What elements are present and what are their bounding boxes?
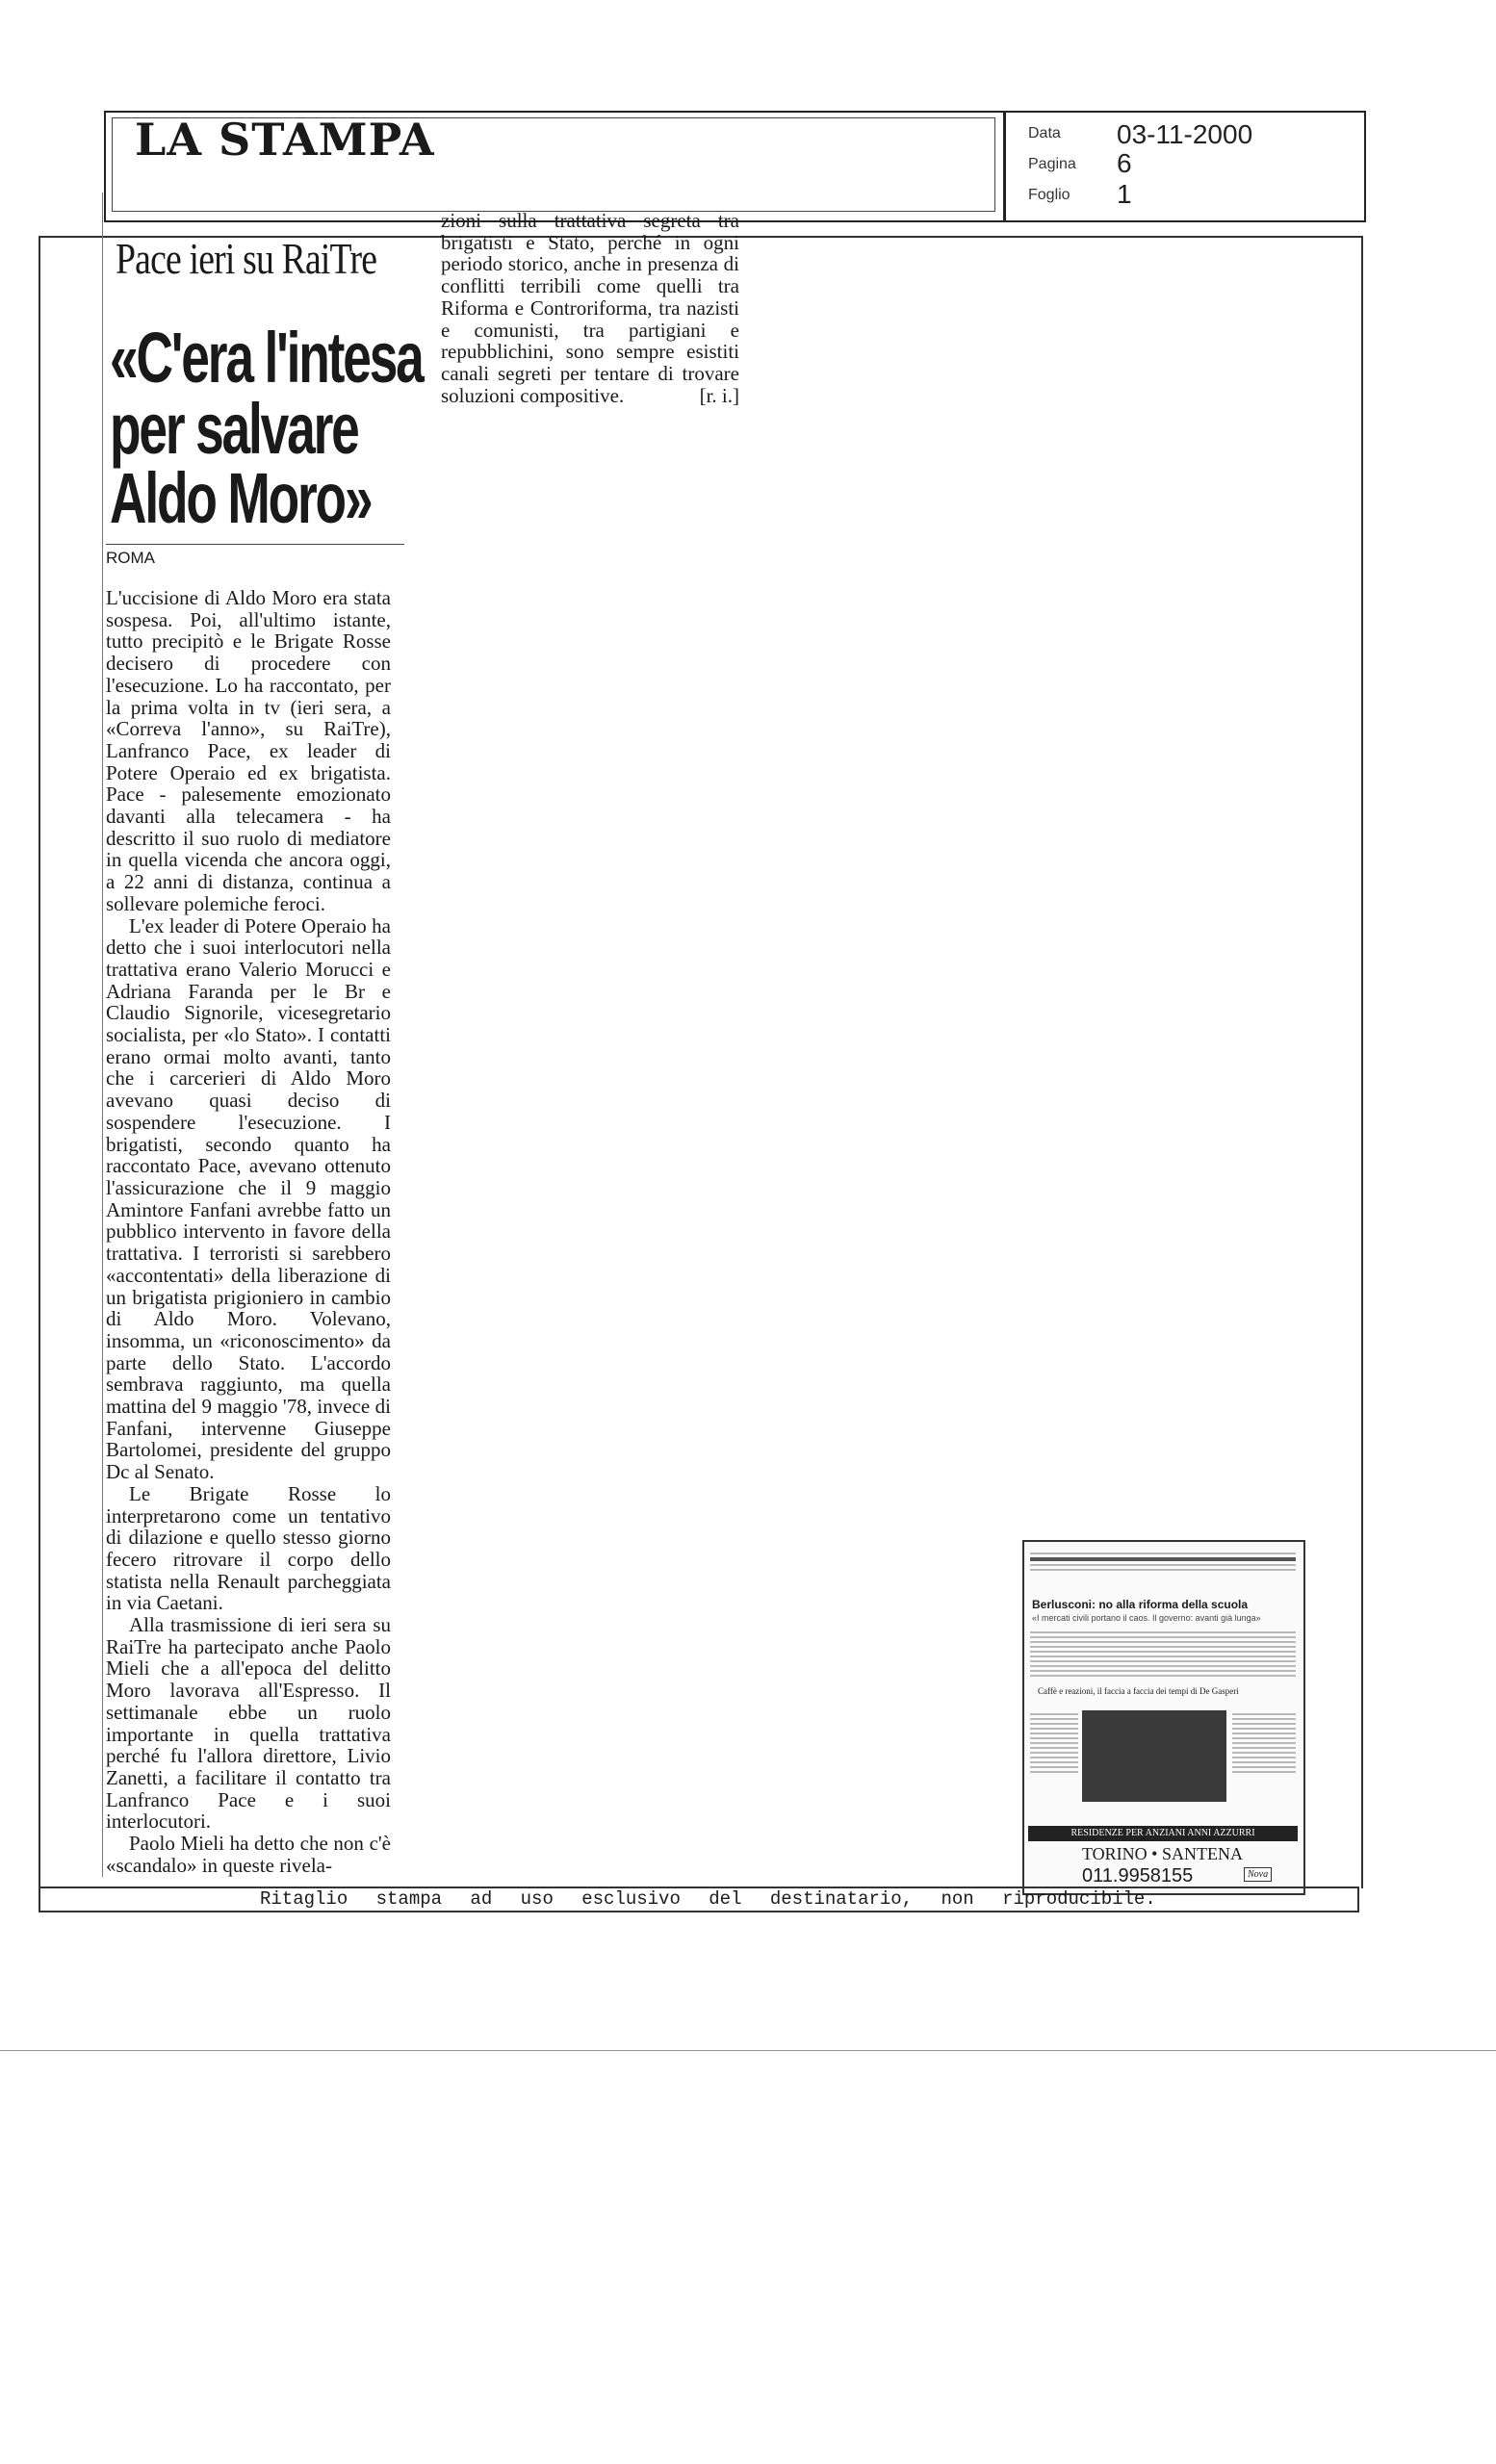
meta-foglio-label: Foglio bbox=[1028, 187, 1070, 203]
dateline-place: ROMA bbox=[106, 549, 155, 567]
thumbnail-ad-city: TORINO • SANTENA bbox=[1082, 1844, 1243, 1863]
thumbnail-photo bbox=[1082, 1710, 1226, 1802]
footer-edge-right bbox=[1357, 1886, 1359, 1912]
thumbnail-subline: «I mercati civili portano il caos. Il governo: avanti già lunga» bbox=[1032, 1613, 1261, 1623]
headline-line-2: per salvare bbox=[110, 389, 358, 469]
headline-line-1: «C'era l'intesa bbox=[110, 318, 423, 398]
front-page-thumbnail bbox=[1022, 1540, 1305, 1895]
meta-data-label: Data bbox=[1028, 125, 1061, 141]
article-paragraph-continued bbox=[441, 210, 739, 406]
footer-edge-left bbox=[39, 1886, 40, 1912]
thumbnail-caption: Caffè e reazioni, il faccia a faccia dei tempi di De Gasperi bbox=[1038, 1686, 1239, 1696]
thumbnail-ad-banner: RESIDENZE PER ANZIANI ANNI AZZURRI bbox=[1028, 1826, 1298, 1841]
article-paragraph: Le Brigate Rosse lo interpretarono come un tentativo di dilazione e quello stesso giorno fecero ritrovare il corpo dello statista nella Renault parcheggiata in via Caetani. bbox=[106, 1481, 391, 1615]
thumbnail-masthead-lines bbox=[1030, 1550, 1296, 1574]
footer-rule-bottom bbox=[39, 1911, 1359, 1912]
thumbnail-text-lines bbox=[1030, 1629, 1296, 1680]
thumbnail-side-lines bbox=[1030, 1710, 1078, 1776]
meta-foglio-value: 1 bbox=[1117, 179, 1132, 209]
article-paragraph: Paolo Mieli ha detto che non c'è «scandalo» in queste rivela- bbox=[106, 1832, 391, 1877]
thumbnail-side-lines-right bbox=[1232, 1710, 1296, 1776]
meta-pagina-value: 6 bbox=[1117, 148, 1132, 178]
column-rule bbox=[102, 192, 103, 1877]
article-paragraph: Alla trasmissione di ieri sera su RaiTre ha partecipato anche Paolo Mieli che a all'epoca del delitto Moro lavorava all'Espresso. Il settimanale ebbe un ruolo importante in quella trattativa perché fu l'allora direttore, Livio Zanetti, a facilitare il contatto tra Lanfranco Pace e i suoi interlocutori. bbox=[106, 1613, 391, 1834]
author-signature: [r. i.] bbox=[699, 383, 739, 407]
dateline-rule bbox=[106, 544, 404, 545]
scan-edge bbox=[0, 2050, 1496, 2051]
article-paragraph: L'ex leader di Potere Operaio ha detto che i suoi interlocutori nella trattativa erano Valerio Morucci e Adriana Faranda per le Br e Claudio Signorile, vicesegretario socialista, per «lo Stato». I contatti erano ormai molto avanti, tanto che i carcerieri di Aldo Moro avevano quasi deciso di sospendere l'esecuzione. I brigatisti, secondo quanto ha raccontato Pace, avevano ottenuto l'assicurazione che il 9 maggio Amintore Fanfani avrebbe fatto un pubblico intervento in favore della trattativa. I terroristi si sarebbero «accontentati» della liberazione di un brigatista prigioniero in cambio di Aldo Moro. Volevano, insomma, un «riconoscimento» da parte dello Stato. L'accordo sembrava raggiunto, ma quella mattina del 9 maggio '78, invece di Fanfani, intervenne Giuseppe Bartolomei, presidente del gruppo Dc al Senato. bbox=[106, 913, 391, 1484]
article-kicker: Pace ieri su RaiTre bbox=[116, 234, 377, 283]
meta-data-value: 03-11-2000 bbox=[1117, 119, 1253, 149]
thumbnail-headline: Berlusconi: no alla riforma della scuola bbox=[1032, 1598, 1249, 1611]
meta-pagina-label: Pagina bbox=[1028, 156, 1076, 172]
article-body-left-column bbox=[106, 587, 391, 1876]
thumbnail-ad-phone: 011.9958155 bbox=[1082, 1865, 1194, 1886]
headline-line-3: Aldo Moro» bbox=[110, 458, 372, 538]
masthead-title: LA STAMPA bbox=[135, 114, 435, 166]
thumbnail-ad-logo: Nova bbox=[1244, 1867, 1272, 1882]
article-body-right-column bbox=[441, 210, 739, 406]
footer-notice: Ritaglio stampa ad uso esclusivo del destinatario, non riproducibile. bbox=[260, 1888, 1156, 1910]
continued-text: zioni sulla trattativa segreta tra brigatisti e Stato, perché in ogni periodo storico, anche in presenza di conflitti terribili come quelli tra Riforma e Controriforma, tra nazisti e comunisti, tra partigiani e repubblichini, sono sempre esistiti canali segreti per tentare di trovare soluzioni compositive. bbox=[441, 209, 739, 407]
article-paragraph: L'uccisione di Aldo Moro era stata sospesa. Poi, all'ultimo istante, tutto precipitò e le Brigate Rosse decisero di procedere con l'esecuzione. Lo ha raccontato, per la prima volta in tv (ieri sera, a «Correva l'anno», su RaiTre), Lanfranco Pace, ex leader di Potere Operaio ed ex brigatista. Pace - palesemente emozionato davanti alla telecamera - ha descritto il suo ruolo di mediatore in quella vicenda che ancora oggi, a 22 anni di distanza, continua a sollevare polemiche feroci. bbox=[106, 586, 391, 915]
